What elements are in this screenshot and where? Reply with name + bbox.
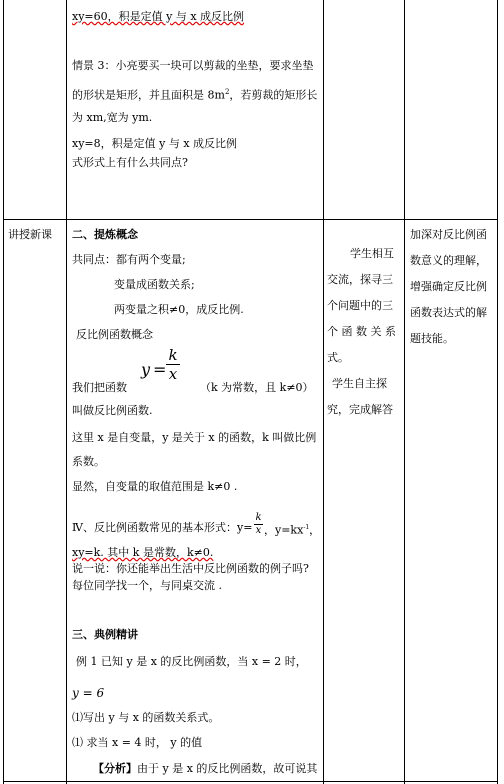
- scenario3-line-c: 为 xm,宽为 ym.: [72, 111, 153, 124]
- example-y-equals-6: y = 6: [72, 686, 105, 700]
- intent-line-1: 加深对反比例函: [410, 228, 487, 241]
- independent-variable-text: 这里 x 是自变量，y 是关于 x 的函数，k 叫做比例: [72, 431, 317, 444]
- formula-equals: =: [153, 360, 167, 379]
- example-1: 例 1 已知 y 是 x 的反比例函数，当 x = 2 时，: [76, 655, 307, 668]
- table-column-divider-3: [404, 0, 405, 784]
- question-1: ⑴写出 y 与 x 的函数关系式。: [72, 711, 220, 724]
- intent-line-4: 函数表达式的解: [410, 306, 487, 319]
- xy-equals-k: xy=k. 其中 k 是常数，k≠0.: [72, 546, 214, 559]
- student-activity-4: 个 函 数 关 系: [327, 325, 396, 338]
- table-border-right: [497, 0, 498, 784]
- k-constant-note: （k 为常数，且 k≠0）: [200, 381, 314, 394]
- say-prompt: 说一说：你还能举出生活中反比例函数的例子吗?: [72, 562, 309, 575]
- student-activity-5: 式。: [327, 351, 349, 364]
- scenario3-line-a: 情景 3：小亮要买一块可以剪裁的坐垫，要求坐垫: [72, 59, 314, 72]
- question-2: ⑴ 求当 x = 4 时， y 的值: [72, 736, 203, 749]
- domain-text: 显然，自变量的取值范围是 k≠0 .: [72, 480, 238, 493]
- top-line-common: 式形式上有什么共同点?: [72, 156, 188, 169]
- table-row-divider: [3, 219, 498, 220]
- intent-line-3: 增强确定反比例: [410, 280, 487, 293]
- formula-fraction: [166, 347, 180, 382]
- scenario3-line-b: 的形状是矩形，并且面积是 $8m^2$，若剪裁的矩形长: [72, 88, 318, 102]
- table-column-divider-2: [323, 0, 324, 784]
- formula-denominator: x: [168, 365, 178, 383]
- formula-y: y: [141, 360, 151, 379]
- product-rule: 两变量之积≠0，成反比例.: [114, 303, 244, 316]
- basic-forms-rest: ，$y=kx^{-1}$，: [264, 523, 321, 537]
- student-activity-7: 究，完成解答: [327, 403, 393, 416]
- formula-numerator: k: [168, 346, 178, 364]
- student-activity-3: 个问题中的三: [327, 299, 393, 312]
- common-point: 共同点：都有两个变量;: [72, 253, 186, 266]
- table-column-divider-1: [66, 0, 67, 784]
- top-line-xy8: xy=8，积是定值 y 与 x 成反比例: [72, 137, 238, 150]
- coefficient-text: 系数。: [72, 455, 105, 468]
- concept-title: 反比例函数概念: [76, 328, 153, 341]
- heading-examples: 三、典例精讲: [72, 628, 138, 641]
- student-activity-6: 学生自主探: [332, 377, 387, 390]
- top-line-xy60: xy=60，积是定值 y 与 x 成反比例: [72, 10, 245, 23]
- we-call-function: 我们把函数: [72, 381, 127, 394]
- row-label-teaching: 讲授新课: [8, 228, 52, 241]
- called-inverse-function: 叫做反比例函数.: [72, 404, 153, 417]
- share-prompt: 每位同学找一个，与同桌交流 .: [72, 579, 222, 592]
- heading-concept: 二、提炼概念: [72, 228, 138, 241]
- student-activity-1: 学生相互: [350, 247, 394, 260]
- table-border-bottom: [3, 781, 498, 782]
- intent-line-5: 题技能。: [410, 332, 454, 345]
- basic-forms-prefix: Ⅳ、反比例函数常见的基本形式：y=: [72, 521, 253, 534]
- basic-forms-fraction: k x: [255, 512, 262, 536]
- intent-line-2: 数意义的理解，: [410, 254, 487, 267]
- analysis-line: 【分析】由于 y 是 x 的反比例函数，故可说其: [93, 762, 318, 775]
- student-activity-2: 交流，探寻三: [327, 273, 393, 286]
- table-border-left: [3, 0, 4, 784]
- variable-relation: 变量成函数关系;: [114, 278, 195, 291]
